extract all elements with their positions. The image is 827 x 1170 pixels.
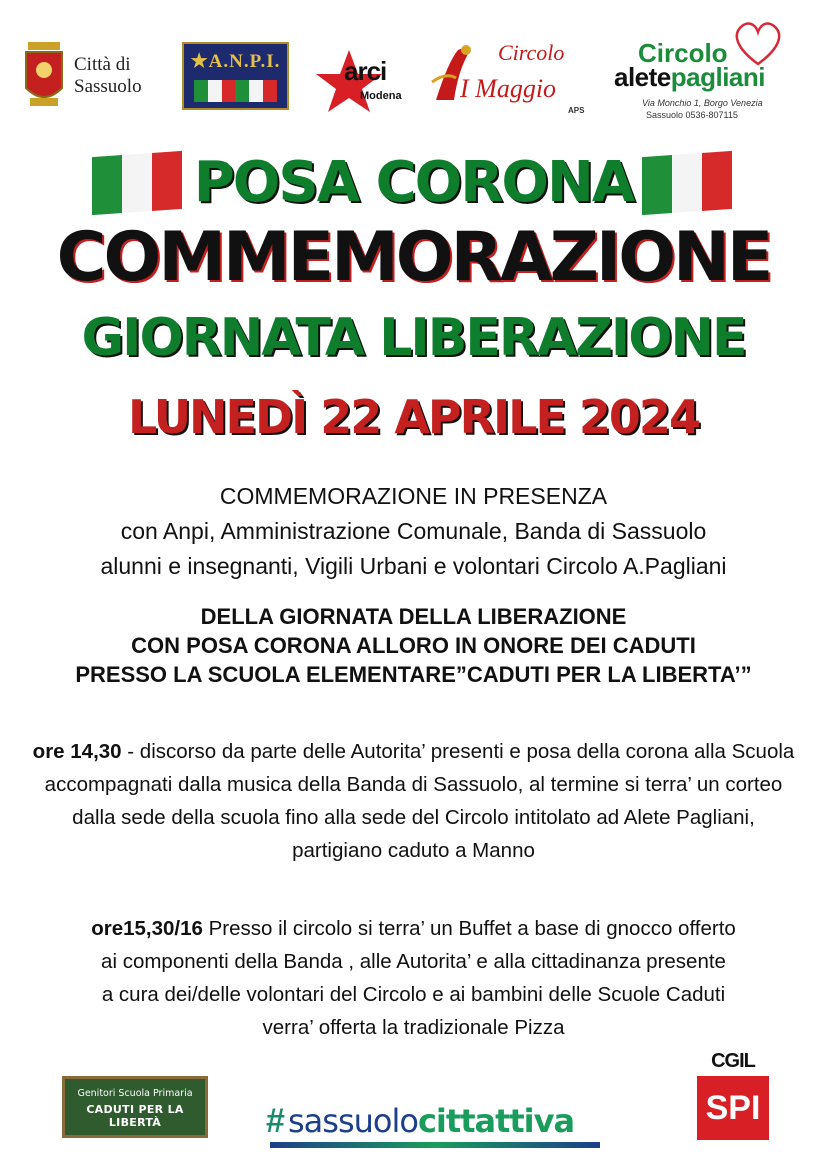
citta-di-sassuolo-logo: [22, 38, 172, 112]
intro-line-3: alunni e insegnanti, Vigili Urbani e volontari Circolo A.Pagliani: [100, 553, 727, 579]
program-1530-line-4: verra’ offerta la tradizionale Pizza: [262, 1016, 565, 1039]
sassuolo-word: sassuolo: [288, 1102, 418, 1140]
arci-word: arci: [344, 56, 387, 86]
logo-row: [0, 0, 827, 130]
program-1430-line-4: partigiano caduto a Manno: [292, 839, 535, 862]
intro-bold-block: [0, 602, 827, 689]
title-date: LUNEDÌ 22 APRILE 2024: [128, 390, 699, 444]
title-posa-corona: POSA CORONA: [193, 150, 634, 215]
program-1530-time: ore15,30/16: [91, 917, 203, 940]
cgil-text: CGIL: [711, 1050, 755, 1072]
program-1530-line-2: ai componenti della Banda , alle Autorita’ e alla cittadinanza presente: [101, 950, 726, 973]
maggio-title: Circolo: [498, 40, 565, 65]
program-1530-text-1: Presso il circolo si terra’ un Buffet a base di gnocco offerto: [202, 917, 736, 940]
intro-line-2: con Anpi, Amministrazione Comunale, Banda di Sassuolo: [120, 518, 707, 544]
intro-line-5: CON POSA CORONA ALLORO IN ONORE DEI CADUTI: [131, 633, 696, 658]
maggio-aps: APS: [568, 106, 585, 115]
anpi-flag-icon: [194, 80, 277, 102]
sassuolo-underline: [270, 1142, 600, 1148]
title-giornata-liberazione: GIORNATA LIBERAZIONE: [81, 308, 746, 368]
genitori-line-1: Genitori Scuola Primaria: [77, 1088, 193, 1099]
cgil-spi-logo: [697, 1050, 769, 1142]
alete-name: [614, 62, 765, 93]
circolo-alete-pagliani-logo: [612, 30, 802, 122]
citta-line1: Città di: [74, 54, 131, 75]
program-1530-line-1: [0, 912, 827, 945]
heart-icon: [730, 18, 786, 68]
alete-name-a: alete: [614, 62, 671, 92]
alete-address: Via Monchio 1, Borgo Venezia: [642, 98, 763, 108]
title-commemorazione: COMMEMORAZIONE: [56, 218, 771, 297]
program-1430-line-2: accompagnati dalla musica della Banda di Sassuolo, al termine si terra’ un corteo: [44, 773, 783, 796]
sassuolo-cittattiva-logo: [266, 1098, 606, 1146]
hashtag-icon: #: [266, 1102, 285, 1140]
city-crest-icon: [22, 38, 66, 110]
program-1530: [0, 912, 827, 1044]
program-1430-text-1: - discorso da parte delle Autorita’ presenti e posa della corona alla Scuola: [121, 740, 795, 763]
alete-title: Circolo: [638, 38, 728, 68]
cittattiva-word: cittattiva: [417, 1102, 575, 1140]
arci-sub: Modena: [360, 90, 402, 102]
program-1430-time: ore 14,30: [32, 740, 122, 763]
intro-line-6: PRESSO LA SCUOLA ELEMENTARE”CADUTI PER LA LIBERTA’”: [75, 662, 752, 687]
alete-phone: Sassuolo 0536-807115: [646, 110, 738, 120]
program-1430: [0, 735, 827, 867]
citta-text: [74, 54, 142, 98]
alete-name-b: pagliani: [670, 62, 766, 92]
genitori-scuola-logo: [62, 1076, 208, 1138]
program-1530-line-3: a cura dei/delle volontari del Circolo e ai bambini delle Scuole Caduti: [101, 983, 726, 1006]
anpi-text: ★A.N.P.I.: [190, 51, 281, 72]
sassuolo-cittattiva-text: [288, 1102, 574, 1140]
intro-line-1: COMMEMORAZIONE IN PRESENZA: [219, 483, 608, 509]
arci-modena-logo: [314, 48, 406, 114]
spi-text: SPI: [697, 1076, 769, 1140]
intro-line-4: DELLA GIORNATA DELLA LIBERAZIONE: [200, 604, 627, 629]
maggio-sub: I Maggio: [460, 74, 557, 103]
genitori-line-2: CADUTI PER LA LIBERTÀ: [86, 1103, 184, 1129]
program-1430-line-1: [0, 735, 827, 768]
circolo-i-maggio-logo: [428, 40, 598, 120]
intro-block: [0, 479, 827, 584]
program-1430-line-3: dalla sede della scuola fino alla sede del Circolo intitolato ad Alete Pagliani,: [72, 806, 755, 829]
citta-line2: Sassuolo: [74, 76, 142, 97]
anpi-logo: [182, 42, 289, 110]
